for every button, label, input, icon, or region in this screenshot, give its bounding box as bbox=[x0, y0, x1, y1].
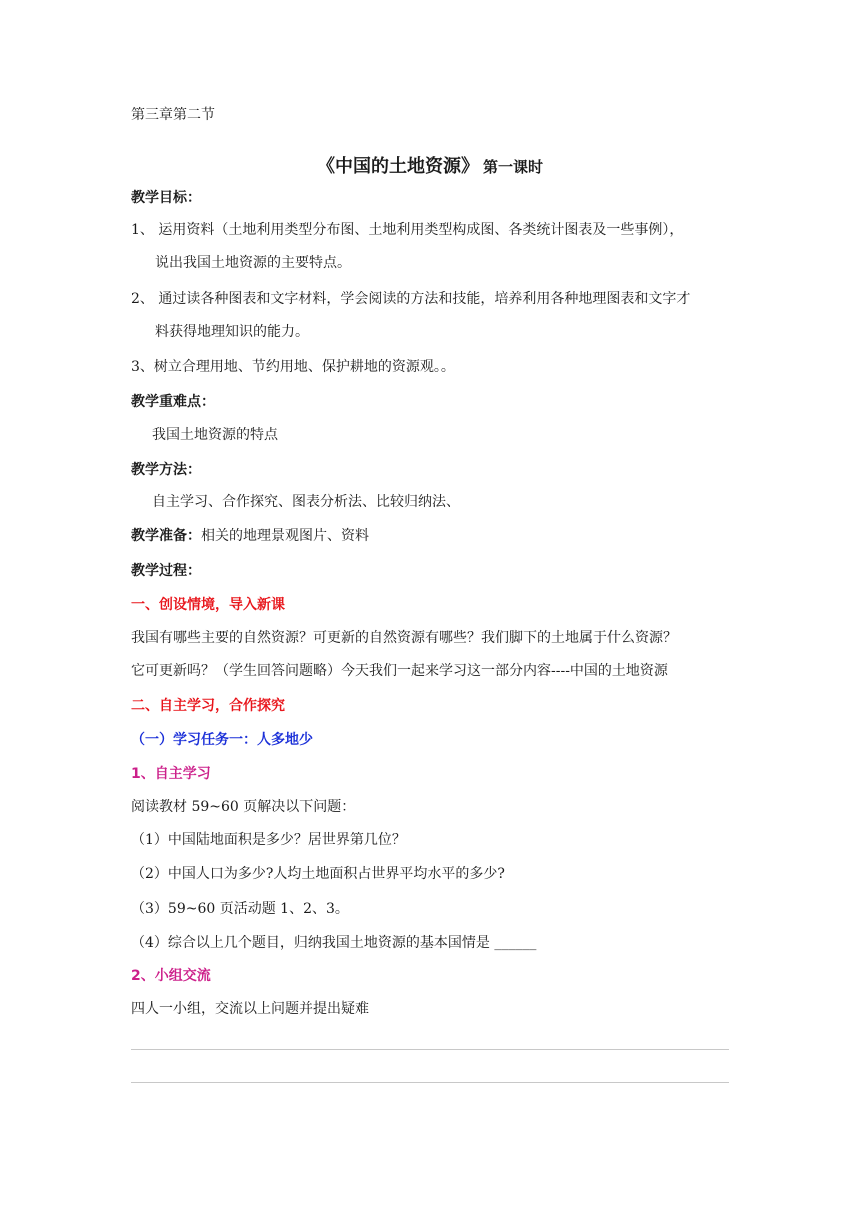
answer-blank: ______ bbox=[494, 935, 537, 951]
preparation-line bbox=[131, 526, 369, 546]
objectives-heading: 教学目标： bbox=[131, 190, 201, 206]
preparation-heading: 教学准备： bbox=[131, 528, 201, 544]
chapter-label: 第三章第二节 bbox=[131, 107, 215, 123]
section-1-paragraph-2: 它可更新吗？（学生回答问题略）今天我们一起来学习这一部分内容----中国的土地资源 bbox=[131, 663, 668, 679]
step-1-title: 1、自主学习 bbox=[131, 766, 211, 782]
objective-3: 3、树立合理用地、节约用地、保护耕地的资源观。。 bbox=[131, 359, 455, 375]
key-points-heading: 教学重难点： bbox=[131, 394, 215, 410]
step-1-intro: 阅读教材 59~60 页解决以下问题： bbox=[131, 799, 356, 815]
objective-1-line-2: 说出我国土地资源的主要特点。 bbox=[155, 255, 351, 271]
answer-line-2 bbox=[131, 1082, 729, 1083]
title-sub: 第一课时 bbox=[482, 158, 543, 176]
question-2: （2）中国人口为多少?人均土地面积占世界平均水平的多少? bbox=[131, 866, 505, 882]
section-1-paragraph-1: 我国有哪些主要的自然资源？可更新的自然资源有哪些？我们脚下的土地属于什么资源？ bbox=[131, 630, 677, 646]
answer-line-1 bbox=[131, 1049, 729, 1050]
methods-content: 自主学习、合作探究、图表分析法、比较归纳法、 bbox=[152, 494, 460, 510]
document-title bbox=[0, 152, 860, 178]
question-4-line bbox=[131, 933, 540, 953]
question-1: （1）中国陆地面积是多少？居世界第几位？ bbox=[131, 832, 406, 848]
key-points-content: 我国土地资源的特点 bbox=[152, 427, 278, 443]
step-2-title: 2、小组交流 bbox=[131, 968, 211, 984]
section-1-title: 一、创设情境，导入新课 bbox=[131, 597, 285, 613]
objective-1-line-1: 1、 运用资料（土地利用类型分布图、土地利用类型构成图、各类统计图表及一些事例）， bbox=[131, 222, 684, 238]
step-2-text: 四人一小组，交流以上问题并提出疑难 bbox=[131, 1001, 369, 1017]
section-2-title: 二、自主学习，合作探究 bbox=[131, 698, 285, 714]
title-main: 《中国的土地资源》 bbox=[316, 156, 479, 177]
question-3: （3）59~60 页活动题 1、2、3。 bbox=[131, 901, 349, 917]
task-1-title: （一）学习任务一：人多地少 bbox=[131, 732, 313, 748]
preparation-content: 相关的地理景观图片、资料 bbox=[201, 528, 369, 544]
objective-2-line-1: 2、 通过读各种图表和文字材料，学会阅读的方法和技能，培养利用各种地理图表和文字才 bbox=[131, 291, 691, 307]
question-4: （4）综合以上几个题目，归纳我国土地资源的基本国情是 bbox=[131, 935, 490, 951]
objective-2-line-2: 料获得地理知识的能力。 bbox=[155, 324, 309, 340]
process-heading: 教学过程： bbox=[131, 563, 201, 579]
methods-heading: 教学方法： bbox=[131, 462, 201, 478]
